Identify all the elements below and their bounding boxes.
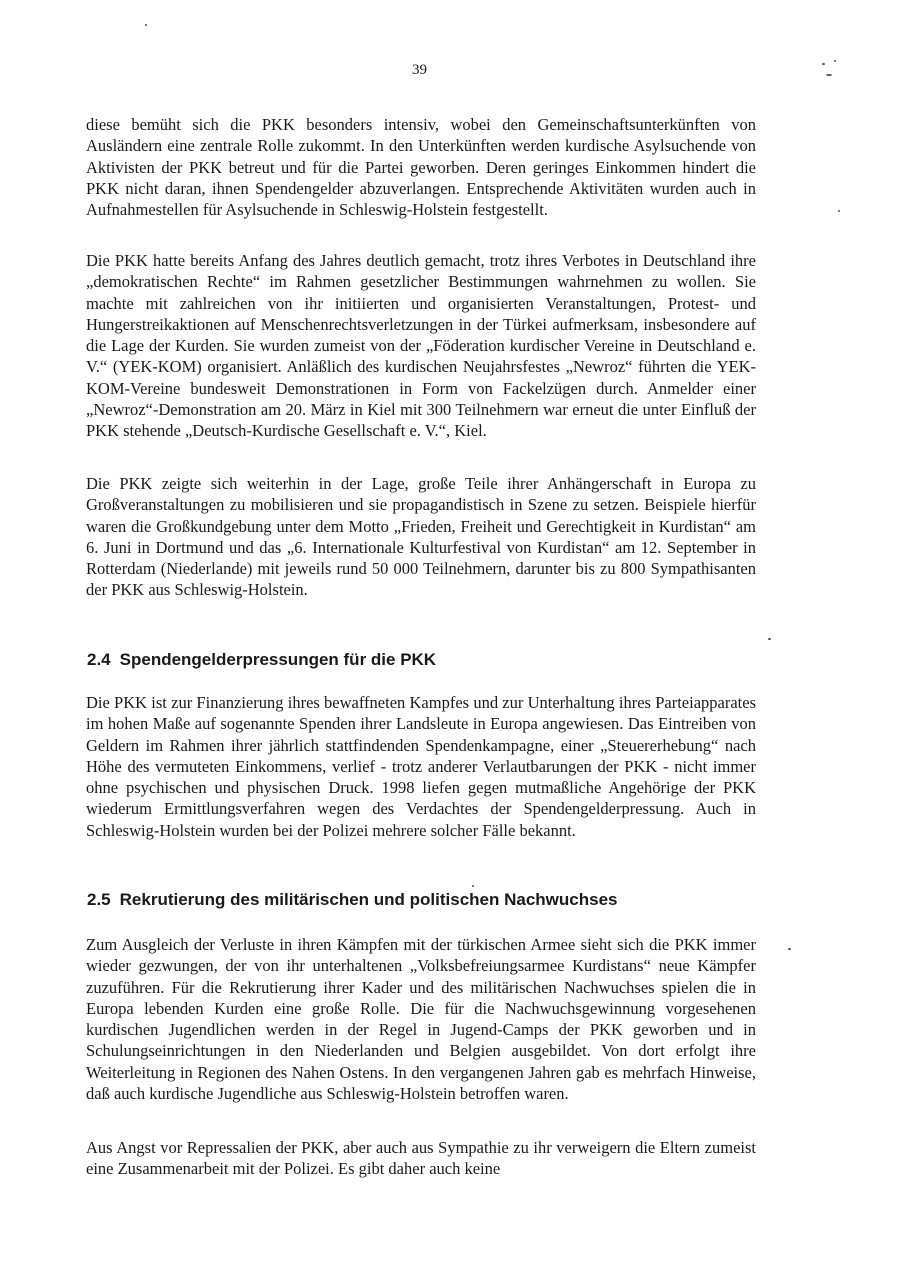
scan-speck [768,638,771,640]
scan-speck [826,74,832,76]
paragraph-6: Aus Angst vor Repressalien der PKK, aber auch aus Sympathie zu ihr verweigern die Eltern zumeist eine Zusammenarbeit mit der Polizei. Es gibt daher auch keine [86,1138,756,1179]
paragraph-2: Die PKK hatte bereits Anfang des Jahres deutlich gemacht, trotz ihres Verbotes in Deutschland ihre „demokratischen Rechte“ im Rahmen gesetzlicher Bestimmungen wahrnehmen zu wollen. Sie machte mit zahlreichen von ihr initiierten und organisierten Veranstaltungen, Protest- und Hungerstreikaktionen auf Menschenrechtsverletzungen in der Türkei aufmerksam, insbesondere auf die Lage der Kurden. Sie wurden zumeist von der „Föderation kurdischer Vereine in Deutschland e. V.“ (YEK-KOM) organisiert. Anläßlich des kurdischen Neujahrsfestes „Newroz“ führten die YEK-KOM-Vereine bundesweit Demonstrationen in Form von Fackelzügen durch. Anmelder einer „Newroz“-Demonstration am 20. März in Kiel mit 300 Teilnehmern war erneut die unter Einfluß der PKK stehende „Deutsch-Kurdische Gesellschaft e. V.“, Kiel. [86,251,756,441]
heading-2-4 [87,650,436,670]
page-number: 39 [412,62,427,78]
scan-speck [838,210,840,212]
paragraph-4: Die PKK ist zur Finanzierung ihres bewaffneten Kampfes und zur Unterhaltung ihres Parteiapparates im hohen Maße auf sogenannte Spenden ihrer Landsleute in Europa angewiesen. Das Eintreiben von Geldern im Rahmen ihrer jährlich stattfindenden Spendenkampagne, einer „Steuererhebung“ nach Höhe des vermuteten Einkommens, verlief - trotz anderer Verlautbarungen der PKK - nicht immer ohne psychischen und physischen Druck. 1998 liefen gegen mutmaßliche Angehörige der PKK wiederum Ermittlungsverfahren wegen des Verdachtes der Spendengelderpressung. Auch in Schleswig-Holstein wurden bei der Polizei mehrere solcher Fälle bekannt. [86,693,756,840]
heading-2-5-title: Rekrutierung des militärischen und politischen Nachwuchses [119,890,618,909]
heading-2-5-number: 2.5 [87,890,111,909]
scan-speck [145,24,147,26]
heading-2-5 [87,890,617,910]
heading-2-4-title: Spendengelderpressungen für die PKK [119,650,437,669]
heading-2-4-number: 2.4 [87,650,111,669]
scan-speck [834,60,836,62]
paragraph-1: diese bemüht sich die PKK besonders intensiv, wobei den Gemeinschaftsunterkünften von Ausländern eine zentrale Rolle zukommt. In den Unterkünften werden kurdische Asylsuchende von Aktivisten der PKK betreut und für die Partei geworben. Deren geringes Einkommen hindert die PKK nicht daran, ihnen Spendengelder abzuverlangen. Entsprechende Aktivitäten wurden auch in Aufnahmestellen für Asylsuchende in Schleswig-Holstein festgestellt. [86,115,756,220]
paragraph-5: Zum Ausgleich der Verluste in ihren Kämpfen mit der türkischen Armee sieht sich die PKK immer wieder gezwungen, der von ihr unterhaltenen „Volksbefreiungsarmee Kurdistans“ neue Kämpfer zuzuführen. Für die Rekrutierung ihrer Kader und des militärischen Nachwuchses spielen die in Europa lebenden Kurden eine große Rolle. Die für die Nachwuchsgewinnung vorgesehenen kurdischen Jugendlichen werden in der Regel in Jugend-Camps der PKK geworben und in Schulungseinrichtungen in den Niederlanden und Belgien ausgebildet. Von dort erfolgt ihre Weiterleitung in Regionen des Nahen Ostens. In den vergangenen Jahren gab es mehrfach Hinweise, daß auch kurdische Jugendliche aus Schleswig-Holstein betroffen waren. [86,935,756,1104]
scan-speck [472,885,474,887]
paragraph-3: Die PKK zeigte sich weiterhin in der Lage, große Teile ihrer Anhängerschaft in Europa zu Großveranstaltungen zu mobilisieren und sie propagandistisch in Szene zu setzen. Beispiele hierfür waren die Großkundgebung unter dem Motto „Frieden, Freiheit und Gerechtigkeit in Kurdistan“ am 6. Juni in Dortmund und das „6. Internationale Kulturfestival von Kurdistan“ am 12. September in Rotterdam (Niederlande) mit jeweils rund 50 000 Teilnehmern, darunter bis zu 800 Sympathisanten der PKK aus Schleswig-Holstein. [86,474,756,600]
scan-speck [822,63,825,65]
scan-speck [788,948,791,950]
